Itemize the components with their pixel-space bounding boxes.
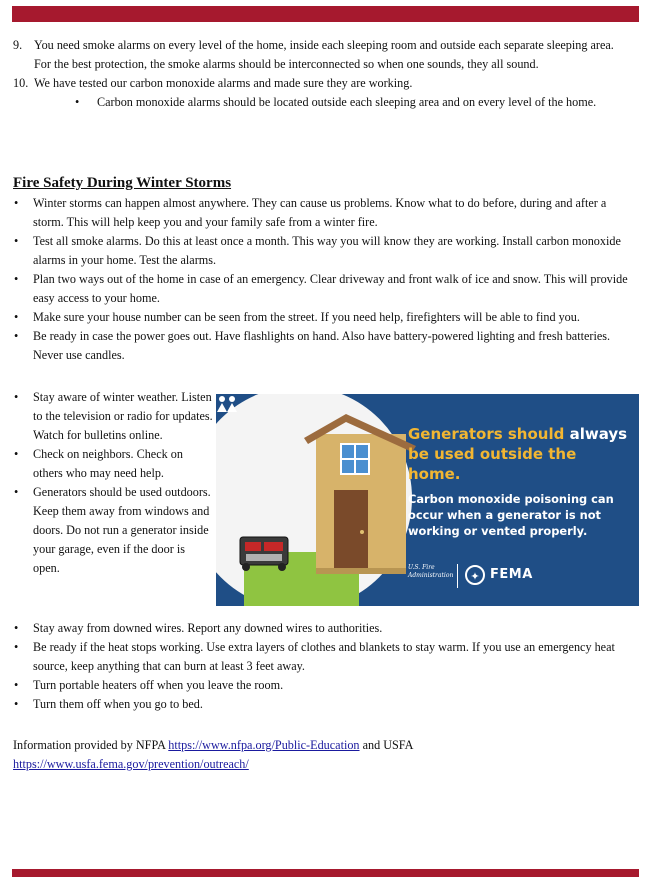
bullet-list-top (13, 194, 635, 365)
list-item: • Winter storms can happen almost anywhere. They can cause us problems. Know what to do before, during and after a storm. This will help keep you and your family safe from a winter fire. (13, 194, 635, 232)
list-item: • Plan two ways out of the home in case of an emergency. Clear driveway and front walk of ice and snow. This will provide easy access to your home. (13, 270, 635, 308)
numbered-list (13, 36, 623, 112)
list-item: • Stay away from downed wires. Report any downed wires to authorities. (13, 619, 635, 638)
source-info (13, 736, 628, 774)
usfa-link[interactable]: https://www.usfa.fema.gov/prevention/outreach/ (13, 757, 249, 771)
item-text: We have tested our carbon monoxide alarms and made sure they are working. (34, 76, 413, 90)
list-item: • Be ready if the heat stops working. Use extra layers of clothes and blankets to stay warm. If you use an emergency heat source, keep anything that can burn at least 3 feet away. (13, 638, 635, 676)
list-item: • Check on neighbors. Check on others who may need help. (13, 445, 213, 483)
list-item: • Turn them off when you go to bed. (13, 695, 635, 714)
fema-logo: FEMA (490, 567, 533, 582)
list-item: • Stay aware of winter weather. Listen to the television or radio for updates. Watch for bulletins online. (13, 388, 213, 445)
item-number: 9. (13, 38, 23, 52)
item-text: You need smoke alarms on every level of the home, inside each sleeping room and outside each separate sleeping area. For the best protection, the smoke alarms should be interconnected so when one sounds, they all sound. (34, 38, 614, 71)
usfa-logo-text (408, 564, 453, 580)
list-item (13, 36, 623, 74)
list-item: • Be ready in case the power goes out. Have flashlights on hand. Also have battery-powered lighting and fresh batteries. Never use candles. (13, 327, 635, 365)
info-text: and USFA (359, 738, 413, 752)
list-item: • Turn portable heaters off when you leave the room. (13, 676, 635, 695)
logo-divider (457, 564, 458, 588)
sub-list-item: • Carbon monoxide alarms should be located outside each sleeping area and on every level of the home. (75, 93, 623, 112)
list-item: • Generators should be used outdoors. Keep them away from windows and doors. Do not run a generator inside your garage, even if the door is open. (13, 483, 213, 578)
list-item: • Test all smoke alarms. Do this at least once a month. This way you will know they are working. Install carbon monoxide alarms in your home. Test the alarms. (13, 232, 635, 270)
headline-text: Generators should (408, 425, 570, 443)
usfa-line: Administration (408, 572, 454, 579)
headline-emphasis: always (569, 425, 628, 443)
footer-bar (12, 869, 639, 877)
sub-list (34, 93, 623, 112)
generator-safety-graphic (216, 394, 639, 606)
dhs-seal-icon: ✦ (465, 565, 485, 585)
info-text: Information provided by NFPA (13, 738, 169, 752)
bullet-list-bottom (13, 619, 635, 714)
nfpa-link[interactable]: https://www.nfpa.org/Public-Education (168, 738, 360, 752)
header-bar (12, 6, 639, 22)
people-logo-icon (216, 394, 238, 414)
graphic-subtext: Carbon monoxide poisoning can occur when a generator is not working or vented properly. (408, 492, 614, 538)
graphic-headline (408, 424, 633, 484)
headline-text: be used outside the home. (408, 445, 577, 483)
usfa-line: U.S. Fire (408, 564, 435, 571)
item-number: 10. (13, 76, 29, 90)
section-title: Fire Safety During Winter Storms (13, 175, 232, 191)
bullet-list-narrow (13, 388, 213, 578)
list-item (13, 74, 623, 112)
list-item: • Make sure your house number can be seen from the street. If you need help, firefighters will be able to find you. (13, 308, 635, 327)
